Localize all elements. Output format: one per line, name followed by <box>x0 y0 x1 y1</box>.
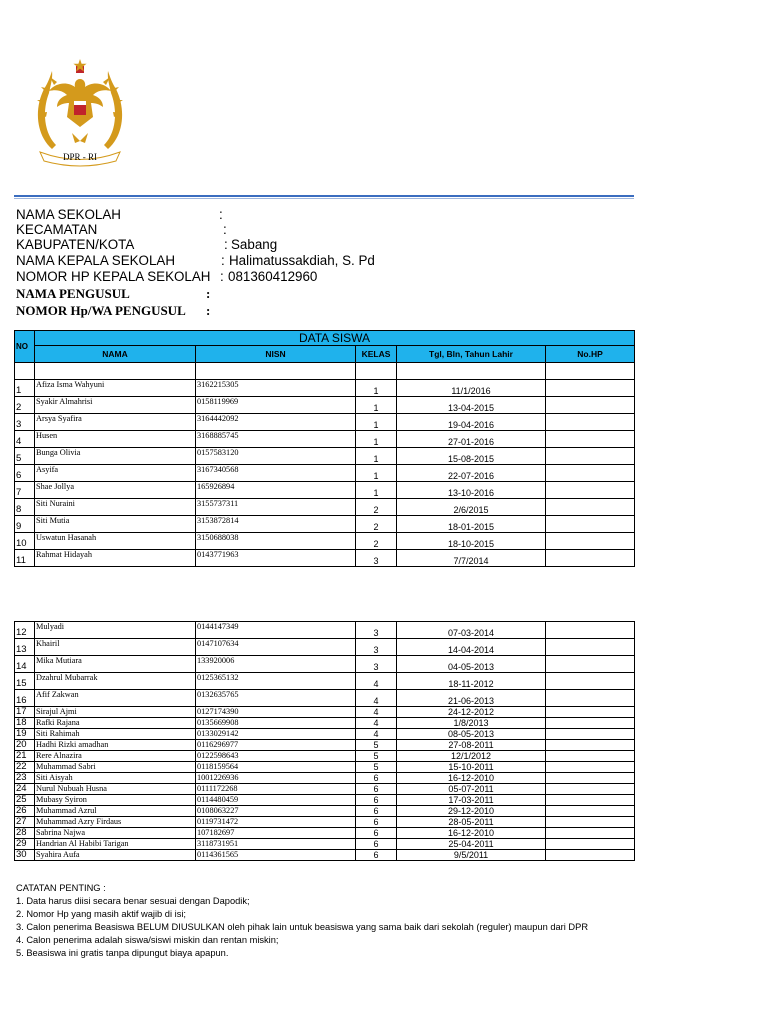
pengusul-label: NAMA PENGUSUL <box>16 286 130 301</box>
student-name-cell: Afif Zakwan <box>35 690 196 707</box>
phone-cell <box>546 622 635 639</box>
birth-date-cell: 16-12-2010 <box>397 773 546 784</box>
birth-date-cell: 22-07-2016 <box>397 465 546 482</box>
kabupaten-value: Sabang <box>231 237 278 252</box>
phone-cell <box>546 784 635 795</box>
student-name-cell: Mika Mutiara <box>35 656 196 673</box>
nisn-cell: 0143771963 <box>196 550 356 567</box>
nisn-cell: 0114480459 <box>196 795 356 806</box>
student-name-cell: Siti Mutia <box>35 516 196 533</box>
note-item: 5. Beasiswa ini gratis tanpa dipungut biaya apapun. <box>16 948 229 958</box>
header-nama: NAMA <box>35 346 196 363</box>
birth-date-cell: 12/1/2012 <box>397 751 546 762</box>
kepala-sekolah-line <box>16 253 375 269</box>
phone-cell <box>546 751 635 762</box>
row-number: 27 <box>15 817 35 828</box>
phone-cell <box>546 729 635 740</box>
birth-date-cell: 07-03-2014 <box>397 622 546 639</box>
kelas-cell: 6 <box>356 806 397 817</box>
kelas-cell: 4 <box>356 690 397 707</box>
nisn-cell: 133920006 <box>196 656 356 673</box>
table-row <box>15 718 635 729</box>
hp-kepala-line <box>16 269 318 285</box>
kelas-cell: 1 <box>356 414 397 431</box>
kelas-cell: 3 <box>356 622 397 639</box>
birth-date-cell: 17-03-2011 <box>397 795 546 806</box>
note-item: 2. Nomor Hp yang masih aktif wajib di isi; <box>16 909 186 919</box>
phone-cell <box>546 762 635 773</box>
header-no: NO <box>15 331 35 363</box>
kelas-cell: 5 <box>356 762 397 773</box>
nisn-cell: 3155737311 <box>196 499 356 516</box>
nisn-cell: 0125365132 <box>196 673 356 690</box>
phone-cell <box>546 656 635 673</box>
row-number: 8 <box>15 499 35 516</box>
row-number: 13 <box>15 639 35 656</box>
table-row <box>15 839 635 850</box>
table-row <box>15 550 635 567</box>
row-number: 25 <box>15 795 35 806</box>
pengusul-line <box>16 286 211 302</box>
phone-cell <box>546 707 635 718</box>
phone-cell <box>546 550 635 567</box>
table-row <box>15 380 635 397</box>
student-name-cell: Handrian Al Habibi Tarigan <box>35 839 196 850</box>
student-name-cell: Siti Aisyah <box>35 773 196 784</box>
nisn-cell: 0118159564 <box>196 762 356 773</box>
header-nisn: NISN <box>196 346 356 363</box>
table-row <box>15 414 635 431</box>
table-row <box>15 397 635 414</box>
table-row <box>15 795 635 806</box>
student-name-cell: Mulyadi <box>35 622 196 639</box>
nisn-cell: 0133029142 <box>196 729 356 740</box>
table-row <box>15 622 635 639</box>
row-number: 2 <box>15 397 35 414</box>
student-name-cell: Hadhi Rizki amadhan <box>35 740 196 751</box>
kelas-cell: 6 <box>356 817 397 828</box>
table-row <box>15 639 635 656</box>
row-number: 30 <box>15 850 35 861</box>
nisn-cell: 0135669908 <box>196 718 356 729</box>
kelas-cell: 2 <box>356 516 397 533</box>
row-number: 21 <box>15 751 35 762</box>
student-name-cell: Muhammad Sabri <box>35 762 196 773</box>
birth-date-cell: 13-04-2015 <box>397 397 546 414</box>
student-name-cell: Bunga Olivia <box>35 448 196 465</box>
student-name-cell: Rere Alnazira <box>35 751 196 762</box>
row-number: 12 <box>15 622 35 639</box>
birth-date-cell: 9/5/2011 <box>397 850 546 861</box>
phone-cell <box>546 740 635 751</box>
table-row <box>15 431 635 448</box>
nisn-cell: 0122598643 <box>196 751 356 762</box>
kabupaten-sep: : <box>224 237 228 252</box>
header-rule <box>14 195 634 201</box>
kepala-sekolah-value: Halimatussakdiah, S. Pd <box>229 253 375 268</box>
birth-date-cell: 24-12-2012 <box>397 707 546 718</box>
student-name-cell: Syakir Almahrisi <box>35 397 196 414</box>
student-name-cell: Asyifa <box>35 465 196 482</box>
student-name-cell: Sirajul Ajmi <box>35 707 196 718</box>
nama-sekolah-sep: : <box>219 207 223 222</box>
phone-cell <box>546 806 635 817</box>
table-row <box>15 465 635 482</box>
table-row <box>15 828 635 839</box>
kelas-cell: 4 <box>356 729 397 740</box>
row-number: 1 <box>15 380 35 397</box>
table-row <box>15 690 635 707</box>
nisn-cell: 1001226936 <box>196 773 356 784</box>
birth-date-cell: 15-08-2015 <box>397 448 546 465</box>
phone-cell <box>546 482 635 499</box>
nisn-cell: 0111172268 <box>196 784 356 795</box>
table-row <box>15 850 635 861</box>
phone-cell <box>546 690 635 707</box>
hp-pengusul-line <box>16 303 211 319</box>
table-row <box>15 499 635 516</box>
table-title: DATA SISWA <box>35 331 635 346</box>
table-row <box>15 751 635 762</box>
nisn-cell: 3168885745 <box>196 431 356 448</box>
kabupaten-label: KABUPATEN/KOTA <box>16 237 135 252</box>
row-number: 22 <box>15 762 35 773</box>
birth-date-cell: 11/1/2016 <box>397 380 546 397</box>
student-name-cell: Afiza Isma Wahyuni <box>35 380 196 397</box>
kecamatan-label: KECAMATAN <box>16 222 98 237</box>
header-tgl-lahir: Tgl, Bln, Tahun Lahir <box>397 346 546 363</box>
birth-date-cell: 19-04-2016 <box>397 414 546 431</box>
kelas-cell: 5 <box>356 751 397 762</box>
kelas-cell: 4 <box>356 673 397 690</box>
row-number: 3 <box>15 414 35 431</box>
phone-cell <box>546 828 635 839</box>
nisn-cell: 3164442092 <box>196 414 356 431</box>
phone-cell <box>546 380 635 397</box>
phone-cell <box>546 639 635 656</box>
nisn-cell: 0119731472 <box>196 817 356 828</box>
student-name-cell: Khairil <box>35 639 196 656</box>
nisn-cell: 3150688038 <box>196 533 356 550</box>
table-row <box>15 740 635 751</box>
row-number: 17 <box>15 707 35 718</box>
table-row <box>15 448 635 465</box>
row-number: 24 <box>15 784 35 795</box>
kelas-cell: 6 <box>356 828 397 839</box>
nisn-cell: 0144147349 <box>196 622 356 639</box>
table-row <box>15 673 635 690</box>
nisn-cell: 0147107634 <box>196 639 356 656</box>
kecamatan-line <box>16 222 227 238</box>
birth-date-cell: 1/8/2013 <box>397 718 546 729</box>
birth-date-cell: 25-04-2011 <box>397 839 546 850</box>
kelas-cell: 1 <box>356 397 397 414</box>
note-item: 1. Data harus diisi secara benar sesuai dengan Dapodik; <box>16 896 250 906</box>
table-row <box>15 533 635 550</box>
phone-cell <box>546 448 635 465</box>
table-row <box>15 784 635 795</box>
hp-pengusul-sep: : <box>206 303 211 318</box>
phone-cell <box>546 533 635 550</box>
kelas-cell: 1 <box>356 380 397 397</box>
row-number: 16 <box>15 690 35 707</box>
row-number: 15 <box>15 673 35 690</box>
student-name-cell: Mubasy Syiron <box>35 795 196 806</box>
birth-date-cell: 04-05-2013 <box>397 656 546 673</box>
row-number: 19 <box>15 729 35 740</box>
data-siswa-table <box>14 330 635 567</box>
row-number: 23 <box>15 773 35 784</box>
kelas-cell: 1 <box>356 448 397 465</box>
table-row <box>15 773 635 784</box>
header-no-hp: No.HP <box>546 346 635 363</box>
kelas-cell: 6 <box>356 784 397 795</box>
birth-date-cell: 28-05-2011 <box>397 817 546 828</box>
table-row <box>15 656 635 673</box>
nama-sekolah-label: NAMA SEKOLAH <box>16 207 121 222</box>
kelas-cell: 1 <box>356 465 397 482</box>
student-name-cell: Muhammad Azry Firdaus <box>35 817 196 828</box>
nama-sekolah-line <box>16 207 223 223</box>
data-siswa-table-continued <box>14 621 635 861</box>
phone-cell <box>546 414 635 431</box>
table-row <box>15 762 635 773</box>
row-number: 6 <box>15 465 35 482</box>
kelas-cell: 6 <box>356 773 397 784</box>
phone-cell <box>546 718 635 729</box>
kelas-cell: 6 <box>356 850 397 861</box>
hp-pengusul-label: NOMOR Hp/WA PENGUSUL <box>16 303 186 318</box>
kelas-cell: 2 <box>356 533 397 550</box>
phone-cell <box>546 465 635 482</box>
kelas-cell: 6 <box>356 839 397 850</box>
table-row <box>15 817 635 828</box>
birth-date-cell: 08-05-2013 <box>397 729 546 740</box>
student-name-cell: Nurul Nubuah Husna <box>35 784 196 795</box>
student-name-cell: Arsya Syafira <box>35 414 196 431</box>
student-name-cell: Dzahrul Mubarrak <box>35 673 196 690</box>
birth-date-cell: 27-08-2011 <box>397 740 546 751</box>
birth-date-cell: 18-11-2012 <box>397 673 546 690</box>
phone-cell <box>546 773 635 784</box>
kecamatan-sep: : <box>223 222 227 237</box>
phone-cell <box>546 499 635 516</box>
row-number: 5 <box>15 448 35 465</box>
catatan-penting <box>16 882 588 960</box>
phone-cell <box>546 817 635 828</box>
kelas-cell: 5 <box>356 740 397 751</box>
nisn-cell: 3162215305 <box>196 380 356 397</box>
phone-cell <box>546 795 635 806</box>
phone-cell <box>546 839 635 850</box>
nisn-cell: 107182697 <box>196 828 356 839</box>
hp-kepala-label: NOMOR HP KEPALA SEKOLAH <box>16 269 211 284</box>
row-number: 18 <box>15 718 35 729</box>
kabupaten-line <box>16 237 278 253</box>
table-row <box>15 482 635 499</box>
nisn-cell: 3153872814 <box>196 516 356 533</box>
note-item: 3. Calon penerima Beasiswa BELUM DIUSULKAN oleh pihak lain untuk beasiswa yang sama baik dari sekolah (reguler) maupun dari DPR <box>16 922 589 932</box>
kelas-cell: 3 <box>356 550 397 567</box>
birth-date-cell: 18-10-2015 <box>397 533 546 550</box>
birth-date-cell: 15-10-2011 <box>397 762 546 773</box>
nisn-cell: 0116296977 <box>196 740 356 751</box>
table-row <box>15 707 635 718</box>
row-number: 26 <box>15 806 35 817</box>
student-name-cell: Shae Jollya <box>35 482 196 499</box>
hp-kepala-value: 081360412960 <box>228 269 318 284</box>
row-number: 20 <box>15 740 35 751</box>
dpr-ri-emblem-logo <box>32 57 128 167</box>
nisn-cell: 0127174390 <box>196 707 356 718</box>
table-row <box>15 806 635 817</box>
birth-date-cell: 16-12-2010 <box>397 828 546 839</box>
kelas-cell: 1 <box>356 482 397 499</box>
kelas-cell: 3 <box>356 639 397 656</box>
nisn-cell: 165926894 <box>196 482 356 499</box>
nisn-cell: 0158119969 <box>196 397 356 414</box>
row-number: 7 <box>15 482 35 499</box>
student-name-cell: Muhammad Azrul <box>35 806 196 817</box>
nisn-cell: 3167340568 <box>196 465 356 482</box>
row-number: 4 <box>15 431 35 448</box>
birth-date-cell: 7/7/2014 <box>397 550 546 567</box>
student-name-cell: Sabrina Najwa <box>35 828 196 839</box>
header-kelas: KELAS <box>356 346 397 363</box>
birth-date-cell: 13-10-2016 <box>397 482 546 499</box>
row-number: 29 <box>15 839 35 850</box>
nisn-cell: 0157583120 <box>196 448 356 465</box>
phone-cell <box>546 397 635 414</box>
logo-text: DPR - RI <box>62 152 98 162</box>
student-name-cell: Husen <box>35 431 196 448</box>
table-row <box>15 516 635 533</box>
birth-date-cell: 21-06-2013 <box>397 690 546 707</box>
kelas-cell: 4 <box>356 707 397 718</box>
nisn-cell: 0108063227 <box>196 806 356 817</box>
kelas-cell: 2 <box>356 499 397 516</box>
row-number: 10 <box>15 533 35 550</box>
pengusul-sep: : <box>206 286 211 301</box>
notes-title: CATATAN PENTING : <box>16 883 106 893</box>
nisn-cell: 3118731951 <box>196 839 356 850</box>
phone-cell <box>546 673 635 690</box>
row-number: 9 <box>15 516 35 533</box>
kelas-cell: 1 <box>356 431 397 448</box>
student-name-cell: Rafki Rajana <box>35 718 196 729</box>
row-number: 14 <box>15 656 35 673</box>
hp-kepala-sep: : <box>220 269 224 284</box>
birth-date-cell: 18-01-2015 <box>397 516 546 533</box>
student-name-cell: Rahmat Hidayah <box>35 550 196 567</box>
student-name-cell: Uswatun Hasanah <box>35 533 196 550</box>
birth-date-cell: 05-07-2011 <box>397 784 546 795</box>
nisn-cell: 0114361565 <box>196 850 356 861</box>
student-name-cell: Siti Rahimah <box>35 729 196 740</box>
student-name-cell: Syahira Aufa <box>35 850 196 861</box>
table-blank-row <box>15 363 635 380</box>
note-item: 4. Calon penerima adalah siswa/siswi miskin dan rentan miskin; <box>16 935 279 945</box>
phone-cell <box>546 850 635 861</box>
phone-cell <box>546 431 635 448</box>
kepala-sekolah-sep: : <box>221 253 225 268</box>
birth-date-cell: 14-04-2014 <box>397 639 546 656</box>
nisn-cell: 0132635765 <box>196 690 356 707</box>
birth-date-cell: 2/6/2015 <box>397 499 546 516</box>
row-number: 11 <box>15 550 35 567</box>
phone-cell <box>546 516 635 533</box>
kelas-cell: 6 <box>356 795 397 806</box>
table-row <box>15 729 635 740</box>
kelas-cell: 3 <box>356 656 397 673</box>
student-name-cell: Siti Nuraini <box>35 499 196 516</box>
kepala-sekolah-label: NAMA KEPALA SEKOLAH <box>16 253 176 268</box>
birth-date-cell: 29-12-2010 <box>397 806 546 817</box>
row-number: 28 <box>15 828 35 839</box>
birth-date-cell: 27-01-2016 <box>397 431 546 448</box>
kelas-cell: 4 <box>356 718 397 729</box>
